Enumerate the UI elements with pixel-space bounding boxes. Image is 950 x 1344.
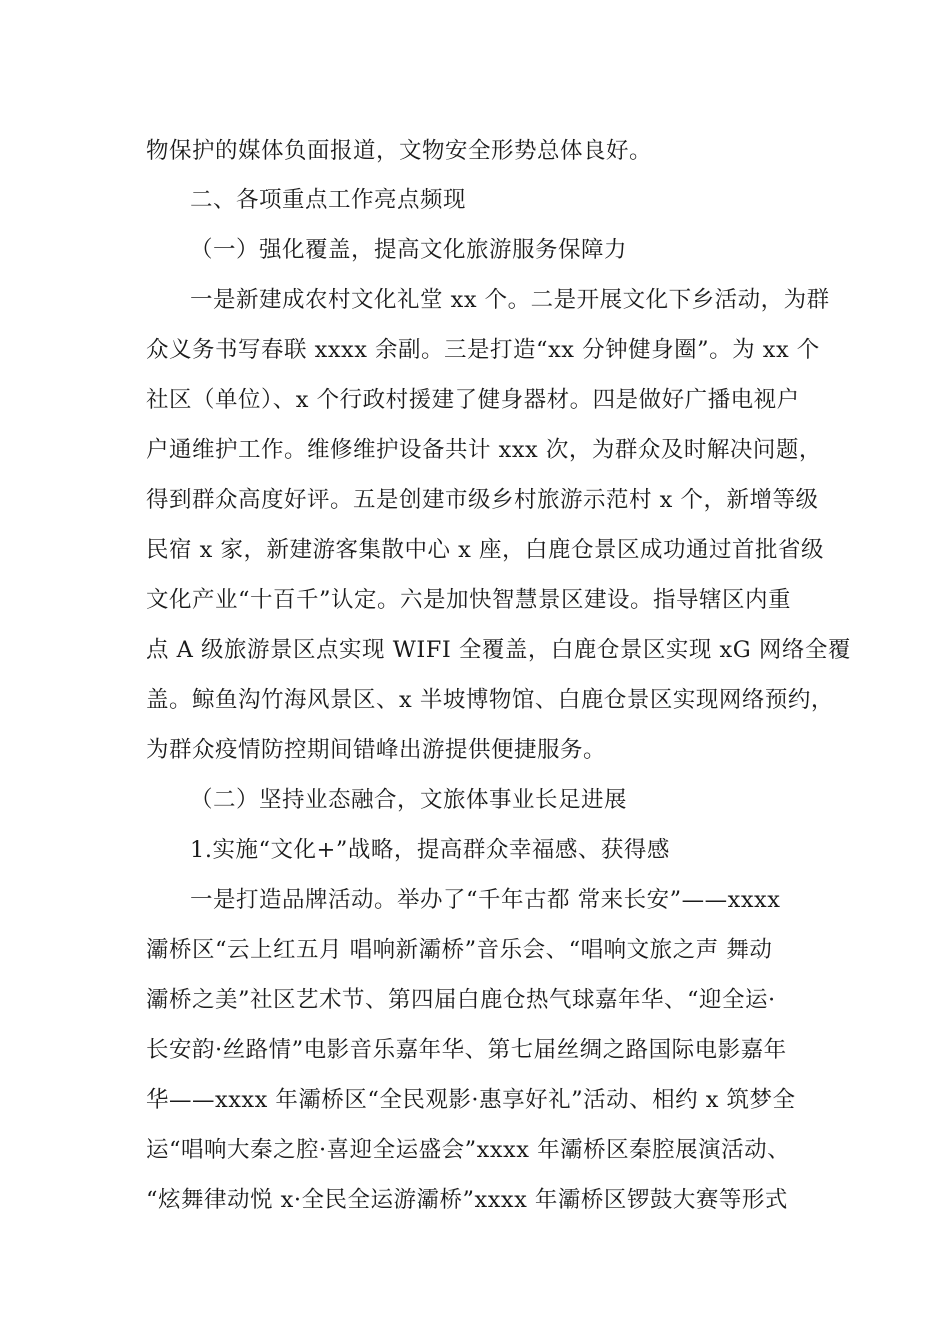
- item-heading: 1.实施“文化+”战略，提高群众幸福感、获得感: [190, 837, 670, 863]
- paragraph-line: 长安韵·丝路情”电影音乐嘉年华、第七届丝绸之路国际电影嘉年: [146, 1037, 787, 1063]
- paragraph-line: 一是新建成农村文化礼堂 xx 个。二是开展文化下乡活动，为群: [190, 287, 830, 313]
- paragraph-line: 民宿 x 家，新建游客集散中心 x 座，白鹿仓景区成功通过首批省级: [146, 537, 824, 563]
- paragraph-line: 灞桥之美”社区艺术节、第四届白鹿仓热气球嘉年华、“迎全运·: [146, 987, 776, 1013]
- paragraph-line: 点 A 级旅游景区点实现 WIFI 全覆盖，白鹿仓景区实现 xG 网络全覆: [146, 637, 851, 663]
- paragraph-line: 得到群众高度好评。五是创建市级乡村旅游示范村 x 个，新增等级: [146, 487, 819, 513]
- paragraph-line: 社区（单位）、x 个行政村援建了健身器材。四是做好广播电视户: [146, 387, 800, 413]
- paragraph-line: “炫舞律动悦 x·全民全运游灞桥”xxxx 年灞桥区锣鼓大赛等形式: [146, 1187, 788, 1213]
- paragraph-line: 灞桥区“云上红五月 唱响新灞桥”音乐会、“唱响文旅之声 舞动: [146, 937, 773, 963]
- text-line: 物保护的媒体负面报道，文物安全形势总体良好。: [146, 138, 653, 164]
- paragraph-line: 一是打造品牌活动。举办了“千年古都 常来长安”——xxxx: [190, 887, 781, 913]
- subsection-heading: （一）强化覆盖，提高文化旅游服务保障力: [190, 237, 628, 263]
- paragraph-line: 为群众疫情防控期间错峰出游提供便捷服务。: [146, 737, 607, 763]
- subsection-heading: （二）坚持业态融合，文旅体事业长足进展: [190, 787, 628, 813]
- paragraph-line: 盖。鲸鱼沟竹海风景区、x 半坡博物馆、白鹿仓景区实现网络预约，: [146, 687, 834, 713]
- section-heading: 二、各项重点工作亮点频现: [190, 187, 467, 213]
- paragraph-line: 华——xxxx 年灞桥区“全民观影·惠享好礼”活动、相约 x 筑梦全: [146, 1087, 796, 1113]
- paragraph-line: 文化产业“十百千”认定。六是加快智慧景区建设。指导辖区内重: [146, 587, 792, 613]
- paragraph-line: 运“唱响大秦之腔·喜迎全运盛会”xxxx 年灞桥区秦腔展演活动、: [146, 1137, 791, 1163]
- paragraph-line: 众义务书写春联 xxxx 余副。三是打造“xx 分钟健身圈”。为 xx 个: [146, 337, 820, 363]
- paragraph-line: 户通维护工作。维修维护设备共计 xxx 次，为群众及时解决问题，: [146, 437, 822, 463]
